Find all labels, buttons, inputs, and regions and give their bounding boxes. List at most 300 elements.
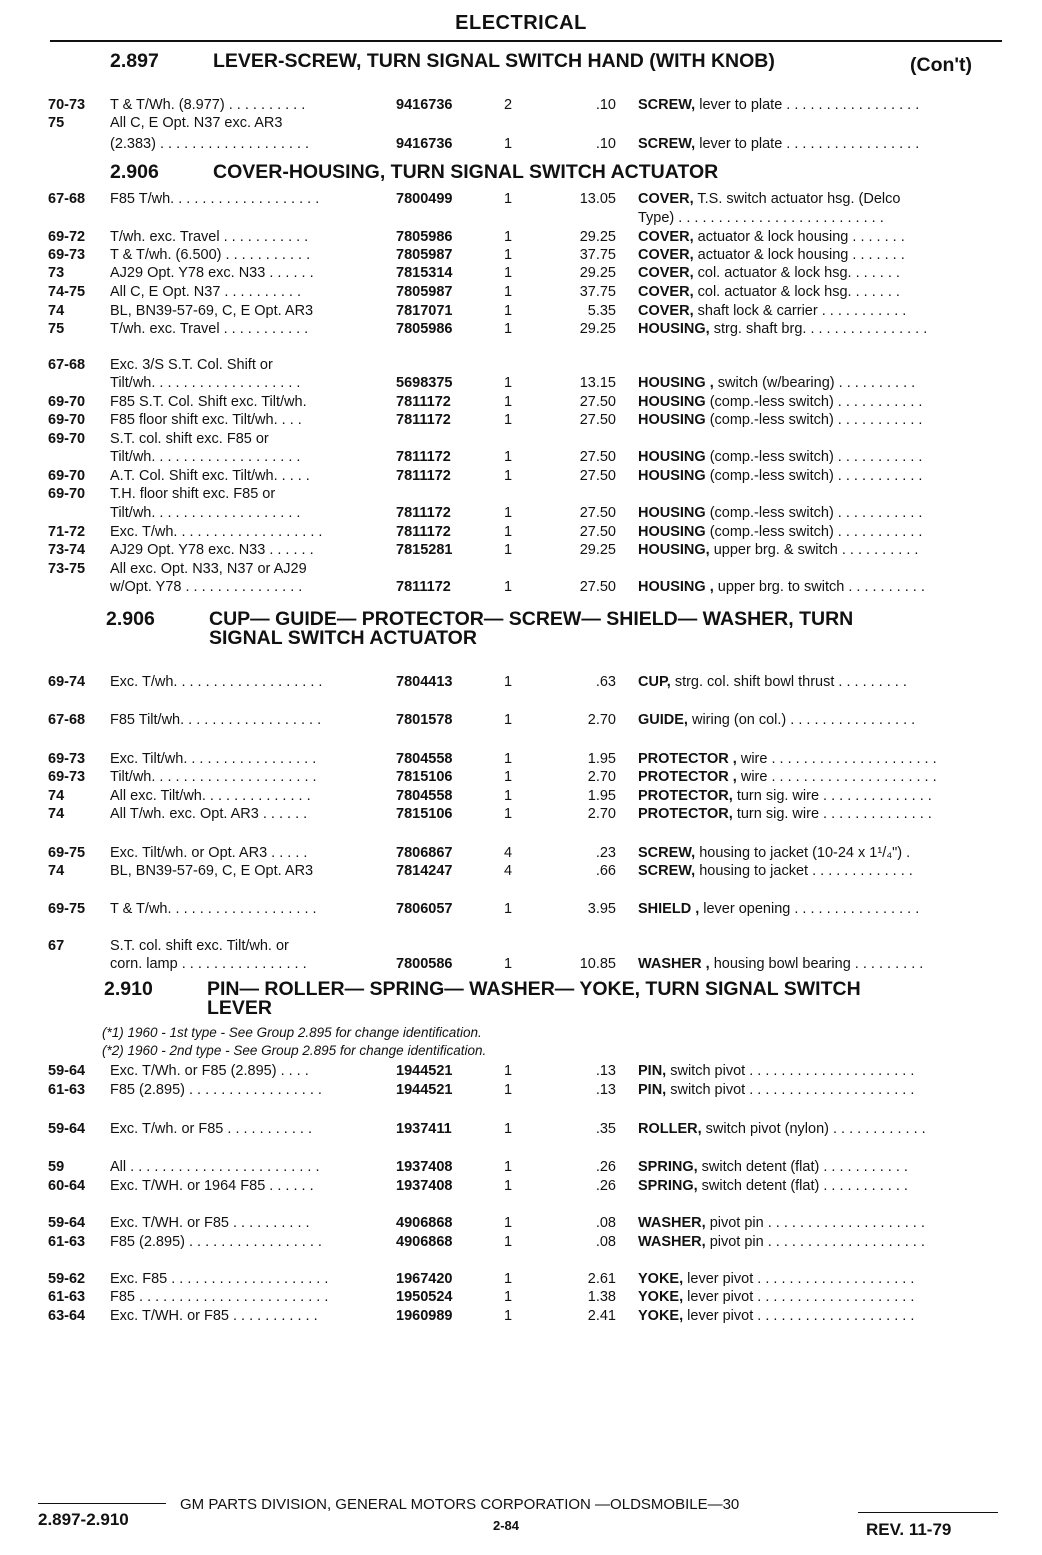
quantity: 1 xyxy=(504,375,513,391)
part-detail: housing to jacket . . . . . . . . . . . . . xyxy=(699,863,913,879)
part-name: GUIDE, xyxy=(638,712,688,728)
part-number: 7815106 xyxy=(396,769,453,785)
quantity: 1 xyxy=(504,1215,513,1231)
quantity: 1 xyxy=(504,788,513,804)
part-description xyxy=(638,190,900,208)
price: 5.35 xyxy=(587,303,616,319)
part-number: 7811172 xyxy=(396,468,451,484)
part-description xyxy=(638,209,884,227)
part-number: 1967420 xyxy=(396,1271,453,1287)
table-row xyxy=(0,320,1042,339)
quantity: 1 xyxy=(504,712,513,728)
application: S.T. col. shift exc. F85 or xyxy=(110,431,269,447)
part-description xyxy=(638,1214,925,1232)
application: All C, E Opt. N37 . . . . . . . . . . xyxy=(110,284,301,300)
part-description xyxy=(638,467,922,485)
part-name: HOUSING xyxy=(638,394,706,410)
part-description xyxy=(638,750,937,768)
quantity: 1 xyxy=(504,284,513,300)
part-detail: lever opening . . . . . . . . . . . . . . . . xyxy=(703,901,920,917)
part-detail: col. actuator & lock hsg. . . . . . . xyxy=(697,284,900,300)
application: T & T/wh. (6.500) . . . . . . . . . . . xyxy=(110,247,311,263)
part-detail: lever to plate . . . . . . . . . . . . . . . . . xyxy=(699,136,920,152)
model-years: 59-64 xyxy=(48,1215,86,1231)
application: F85 (2.895) . . . . . . . . . . . . . . . . . xyxy=(110,1234,322,1250)
table-row xyxy=(0,750,1042,769)
section-number: 2.906 xyxy=(106,608,155,630)
part-detail: wire . . . . . . . . . . . . . . . . . . . . . xyxy=(740,751,937,767)
application: Tilt/wh. . . . . . . . . . . . . . . . . . . xyxy=(110,505,301,521)
application: T/wh. exc. Travel . . . . . . . . . . . xyxy=(110,229,309,245)
part-description xyxy=(638,844,910,862)
table-row xyxy=(0,96,1042,115)
part-description xyxy=(638,302,906,320)
price: .10 xyxy=(595,97,616,113)
part-detail: switch (w/bearing) . . . . . . . . . . xyxy=(717,375,916,391)
price: 27.50 xyxy=(579,449,616,465)
table-row xyxy=(0,504,1042,523)
quantity: 1 xyxy=(504,806,513,822)
table-row xyxy=(0,955,1042,974)
part-name: HOUSING, xyxy=(638,542,710,558)
part-name: SCREW, xyxy=(638,845,696,861)
table-row xyxy=(0,1062,1042,1081)
part-detail: actuator & lock housing . . . . . . . xyxy=(697,247,905,263)
part-description xyxy=(638,862,913,880)
table-row xyxy=(0,844,1042,863)
part-name: COVER, xyxy=(638,303,694,319)
part-detail: (comp.-less switch) . . . . . . . . . . . xyxy=(709,449,923,465)
model-years: 61-63 xyxy=(48,1082,86,1098)
application: w/Opt. Y78 . . . . . . . . . . . . . . . xyxy=(110,579,303,595)
table-row xyxy=(0,430,1042,449)
application: Exc. T/WH. or 1964 F85 . . . . . . xyxy=(110,1178,314,1194)
price: 10.85 xyxy=(579,956,616,972)
part-name: PIN, xyxy=(638,1063,667,1079)
table-row xyxy=(0,1214,1042,1233)
table-row xyxy=(0,937,1042,956)
price: .23 xyxy=(595,845,616,861)
part-detail: switch pivot . . . . . . . . . . . . . . . . . . . . . xyxy=(670,1082,915,1098)
part-number: 7811172 xyxy=(396,579,451,595)
model-years: 69-70 xyxy=(48,468,86,484)
price: 13.15 xyxy=(579,375,616,391)
part-detail: switch detent (flat) . . . . . . . . . . . xyxy=(701,1159,908,1175)
part-detail: housing bowl bearing . . . . . . . . . xyxy=(713,956,924,972)
price: 1.38 xyxy=(587,1289,616,1305)
table-row xyxy=(0,411,1042,430)
part-name: COVER, xyxy=(638,191,694,207)
part-name: PROTECTOR, xyxy=(638,806,733,822)
application: F85 T/wh. . . . . . . . . . . . . . . . . . . xyxy=(110,191,320,207)
price: 1.95 xyxy=(587,788,616,804)
application: All C, E Opt. N37 exc. AR3 xyxy=(110,115,283,131)
part-name: COVER, xyxy=(638,284,694,300)
model-years: 59-64 xyxy=(48,1121,86,1137)
model-years: 59-64 xyxy=(48,1063,86,1079)
part-detail: lever pivot . . . . . . . . . . . . . . . . . . . . xyxy=(687,1289,915,1305)
quantity: 1 xyxy=(504,1289,513,1305)
table-row xyxy=(0,862,1042,881)
application: F85 Tilt/wh. . . . . . . . . . . . . . . . . . xyxy=(110,712,322,728)
footer-group-range: 2.897-2.910 xyxy=(38,1510,129,1529)
part-name: HOUSING , xyxy=(638,579,714,595)
model-years: 69-72 xyxy=(48,229,86,245)
part-name: HOUSING xyxy=(638,524,706,540)
model-years: 67-68 xyxy=(48,712,86,728)
application: Exc. T/Wh. or F85 (2.895) . . . . xyxy=(110,1063,309,1079)
application: AJ29 Opt. Y78 exc. N33 . . . . . . xyxy=(110,265,314,281)
part-description xyxy=(638,1233,925,1251)
part-detail: lever pivot . . . . . . . . . . . . . . . . . . . . xyxy=(687,1271,915,1287)
price: .08 xyxy=(595,1234,616,1250)
application: F85 S.T. Col. Shift exc. Tilt/wh. xyxy=(110,394,307,410)
table-row xyxy=(0,114,1042,133)
part-detail: Type) . . . . . . . . . . . . . . . . . . . . . . . . . . xyxy=(638,210,884,226)
part-description xyxy=(638,135,919,153)
model-years: 69-70 xyxy=(48,394,86,410)
price: 37.75 xyxy=(579,284,616,300)
section-title: PIN— ROLLER— SPRING— WASHER— YOKE, TURN SIGNAL SWITCH xyxy=(207,978,861,1000)
table-row xyxy=(0,448,1042,467)
part-number: 7804413 xyxy=(396,674,453,690)
table-row xyxy=(0,1288,1042,1307)
quantity: 2 xyxy=(504,97,513,113)
quantity: 1 xyxy=(504,769,513,785)
part-number: 7805987 xyxy=(396,247,453,263)
section-title: LEVER-SCREW, TURN SIGNAL SWITCH HAND (WITH KNOB) xyxy=(213,50,775,72)
part-name: HOUSING xyxy=(638,468,706,484)
part-number: 1944521 xyxy=(396,1082,453,1098)
quantity: 1 xyxy=(504,321,513,337)
application: corn. lamp . . . . . . . . . . . . . . . . xyxy=(110,956,307,972)
table-row xyxy=(0,209,1042,228)
application: BL, BN39-57-69, C, E Opt. AR3 xyxy=(110,303,314,319)
price: .26 xyxy=(595,1159,616,1175)
section-heading xyxy=(110,52,1010,82)
price: .13 xyxy=(595,1082,616,1098)
part-detail: strg. col. shift bowl thrust . . . . . . . . . xyxy=(674,674,907,690)
part-detail: strg. shaft brg. . . . . . . . . . . . . . . . xyxy=(713,321,928,337)
part-name: ROLLER, xyxy=(638,1121,702,1137)
part-description xyxy=(638,283,900,301)
quantity: 1 xyxy=(504,1159,513,1175)
part-number: 4906868 xyxy=(396,1215,453,1231)
application: F85 floor shift exc. Tilt/wh. . . . xyxy=(110,412,302,428)
table-row xyxy=(0,673,1042,692)
model-years: 69-70 xyxy=(48,431,86,447)
part-name: PIN, xyxy=(638,1082,667,1098)
part-number: 5698375 xyxy=(396,375,453,391)
section-number: 2.906 xyxy=(110,161,159,183)
application: BL, BN39-57-69, C, E Opt. AR3 xyxy=(110,863,314,879)
part-description xyxy=(638,900,919,918)
part-detail: lever to plate . . . . . . . . . . . . . . . . . xyxy=(699,97,920,113)
model-years: 67-68 xyxy=(48,191,86,207)
application: Exc. T/WH. or F85 . . . . . . . . . . xyxy=(110,1215,310,1231)
part-name: COVER, xyxy=(638,265,694,281)
part-detail: switch pivot (nylon) . . . . . . . . . . . . xyxy=(705,1121,926,1137)
quantity: 1 xyxy=(504,524,513,540)
part-name: HOUSING, xyxy=(638,321,710,337)
application: T & T/wh. . . . . . . . . . . . . . . . . . . xyxy=(110,901,317,917)
part-detail: turn sig. wire . . . . . . . . . . . . . . xyxy=(736,788,932,804)
model-years: 69-73 xyxy=(48,769,86,785)
part-detail: actuator & lock housing . . . . . . . xyxy=(697,229,905,245)
part-name: SCREW, xyxy=(638,136,696,152)
part-number: 7815314 xyxy=(396,265,453,281)
part-description xyxy=(638,374,915,392)
application: Tilt/wh. . . . . . . . . . . . . . . . . . . xyxy=(110,375,301,391)
part-number: 9416736 xyxy=(396,97,453,113)
section-continued: (Con't) xyxy=(910,54,973,76)
part-description xyxy=(638,320,927,338)
price: 2.70 xyxy=(587,712,616,728)
part-number: 4906868 xyxy=(396,1234,453,1250)
part-description xyxy=(638,96,919,114)
price: 29.25 xyxy=(579,321,616,337)
part-number: 1937408 xyxy=(396,1159,453,1175)
price: .26 xyxy=(595,1178,616,1194)
quantity: 1 xyxy=(504,505,513,521)
table-row xyxy=(0,228,1042,247)
part-detail: T.S. switch actuator hsg. (Delco xyxy=(697,191,901,207)
section-heading xyxy=(110,163,1010,185)
price: 27.50 xyxy=(579,524,616,540)
application: Exc. 3/S S.T. Col. Shift or xyxy=(110,357,273,373)
table-row xyxy=(0,190,1042,209)
table-row xyxy=(0,393,1042,412)
part-description xyxy=(638,411,922,429)
part-description xyxy=(638,523,922,541)
price: .63 xyxy=(595,674,616,690)
section-title-line2: LEVER xyxy=(207,997,273,1019)
application: All exc. Opt. N33, N37 or AJ29 xyxy=(110,561,307,577)
application: F85 (2.895) . . . . . . . . . . . . . . . . . xyxy=(110,1082,322,1098)
quantity: 1 xyxy=(504,1234,513,1250)
table-row xyxy=(0,1307,1042,1326)
section-heading xyxy=(104,980,1004,1020)
table-row xyxy=(0,1233,1042,1252)
part-name: WASHER , xyxy=(638,956,710,972)
model-years: 74 xyxy=(48,806,65,822)
application: Tilt/wh. . . . . . . . . . . . . . . . . . . . . xyxy=(110,769,317,785)
part-number: 7804558 xyxy=(396,788,453,804)
model-years: 69-73 xyxy=(48,247,86,263)
price: 37.75 xyxy=(579,247,616,263)
table-row xyxy=(0,302,1042,321)
table-row xyxy=(0,768,1042,787)
quantity: 1 xyxy=(504,674,513,690)
part-description xyxy=(638,955,923,973)
model-years: 74 xyxy=(48,863,65,879)
table-row xyxy=(0,787,1042,806)
model-years: 69-75 xyxy=(48,901,86,917)
table-row xyxy=(0,523,1042,542)
quantity: 1 xyxy=(504,1308,513,1324)
part-name: SPRING, xyxy=(638,1178,698,1194)
part-description xyxy=(638,787,932,805)
part-detail: housing to jacket (10-24 x 1¹/₄") . xyxy=(699,845,911,861)
part-number: 7815106 xyxy=(396,806,453,822)
part-name: YOKE, xyxy=(638,1289,684,1305)
footer-publisher: GM PARTS DIVISION, GENERAL MOTORS CORPORATION —OLDSMOBILE—30 xyxy=(180,1496,740,1513)
application: (2.383) . . . . . . . . . . . . . . . . . . . xyxy=(110,136,310,152)
application: F85 . . . . . . . . . . . . . . . . . . . . . . . . xyxy=(110,1289,329,1305)
part-number: 7804558 xyxy=(396,751,453,767)
part-detail: lever pivot . . . . . . . . . . . . . . . . . . . . xyxy=(687,1308,915,1324)
quantity: 1 xyxy=(504,303,513,319)
part-name: COVER, xyxy=(638,229,694,245)
price: 27.50 xyxy=(579,505,616,521)
price: 27.50 xyxy=(579,412,616,428)
model-years: 74-75 xyxy=(48,284,86,300)
quantity: 1 xyxy=(504,191,513,207)
footnote: (*1) 1960 - 1st type - See Group 2.895 for change identification. xyxy=(102,1025,482,1040)
part-number: 7801578 xyxy=(396,712,453,728)
part-description xyxy=(638,246,905,264)
model-years: 73 xyxy=(48,265,65,281)
table-row xyxy=(0,900,1042,919)
part-number: 1960989 xyxy=(396,1308,453,1324)
part-description xyxy=(638,541,918,559)
part-detail: (comp.-less switch) . . . . . . . . . . . xyxy=(709,468,923,484)
quantity: 1 xyxy=(504,265,513,281)
part-description xyxy=(638,1120,926,1138)
part-number: 7806057 xyxy=(396,901,453,917)
table-row xyxy=(0,467,1042,486)
model-years: 71-72 xyxy=(48,524,86,540)
price: 29.25 xyxy=(579,542,616,558)
part-name: PROTECTOR , xyxy=(638,769,737,785)
model-years: 69-73 xyxy=(48,751,86,767)
quantity: 1 xyxy=(504,1063,513,1079)
model-years: 67-68 xyxy=(48,357,86,373)
part-detail: switch pivot . . . . . . . . . . . . . . . . . . . . . xyxy=(670,1063,915,1079)
application: T & T/Wh. (8.977) . . . . . . . . . . xyxy=(110,97,306,113)
part-description xyxy=(638,504,922,522)
application: S.T. col. shift exc. Tilt/wh. or xyxy=(110,938,289,954)
footer-revision: REV. 11-79 xyxy=(866,1520,952,1539)
table-row xyxy=(0,135,1042,154)
part-number: 7814247 xyxy=(396,863,453,879)
part-description xyxy=(638,228,905,246)
part-name: YOKE, xyxy=(638,1308,684,1324)
price: 29.25 xyxy=(579,229,616,245)
table-row xyxy=(0,578,1042,597)
part-name: SHIELD , xyxy=(638,901,700,917)
part-name: PROTECTOR, xyxy=(638,788,733,804)
model-years: 75 xyxy=(48,115,65,131)
table-row xyxy=(0,374,1042,393)
table-row xyxy=(0,711,1042,730)
section-title: COVER-HOUSING, TURN SIGNAL SWITCH ACTUATOR xyxy=(213,161,719,183)
table-row xyxy=(0,1081,1042,1100)
quantity: 1 xyxy=(504,1121,513,1137)
quantity: 1 xyxy=(504,468,513,484)
part-number: 7817071 xyxy=(396,303,453,319)
part-number: 1944521 xyxy=(396,1063,453,1079)
quantity: 1 xyxy=(504,1271,513,1287)
quantity: 1 xyxy=(504,449,513,465)
application: Exc. T/wh. . . . . . . . . . . . . . . . . . . xyxy=(110,524,323,540)
application: A.T. Col. Shift exc. Tilt/wh. . . . . xyxy=(110,468,310,484)
model-years: 70-73 xyxy=(48,97,86,113)
table-row xyxy=(0,485,1042,504)
footer-rule-left xyxy=(38,1503,166,1504)
table-row xyxy=(0,1158,1042,1177)
quantity: 1 xyxy=(504,956,513,972)
part-description xyxy=(638,1158,908,1176)
part-name: COVER, xyxy=(638,247,694,263)
table-row xyxy=(0,246,1042,265)
section-number: 2.910 xyxy=(104,978,153,1000)
application: Exc. T/wh. . . . . . . . . . . . . . . . . . . xyxy=(110,674,323,690)
model-years: 74 xyxy=(48,303,65,319)
application: Exc. Tilt/wh. . . . . . . . . . . . . . . . . xyxy=(110,751,317,767)
part-number: 7811172 xyxy=(396,505,451,521)
application: Exc. T/WH. or F85 . . . . . . . . . . . xyxy=(110,1308,318,1324)
part-number: 1937411 xyxy=(396,1121,452,1137)
price: .66 xyxy=(595,863,616,879)
application: Exc. F85 . . . . . . . . . . . . . . . . . . . . xyxy=(110,1271,329,1287)
table-row xyxy=(0,560,1042,579)
quantity: 1 xyxy=(504,412,513,428)
table-row xyxy=(0,1120,1042,1139)
part-description xyxy=(638,768,937,786)
application: Tilt/wh. . . . . . . . . . . . . . . . . . . xyxy=(110,449,301,465)
part-name: PROTECTOR , xyxy=(638,751,737,767)
model-years: 74 xyxy=(48,788,65,804)
table-row xyxy=(0,805,1042,824)
section-title: CUP— GUIDE— PROTECTOR— SCREW— SHIELD— WASHER, TURN xyxy=(209,608,854,630)
price: .35 xyxy=(595,1121,616,1137)
part-name: SPRING, xyxy=(638,1159,698,1175)
part-description xyxy=(638,1081,914,1099)
model-years: 67 xyxy=(48,938,65,954)
table-row xyxy=(0,283,1042,302)
application: Exc. Tilt/wh. or Opt. AR3 . . . . . xyxy=(110,845,308,861)
quantity: 4 xyxy=(504,845,513,861)
application: All . . . . . . . . . . . . . . . . . . . . . . . . xyxy=(110,1159,320,1175)
part-detail: pivot pin . . . . . . . . . . . . . . . . . . . . xyxy=(709,1234,925,1250)
part-detail: col. actuator & lock hsg. . . . . . . xyxy=(697,265,900,281)
header-rule xyxy=(50,40,1002,42)
quantity: 1 xyxy=(504,901,513,917)
part-detail: pivot pin . . . . . . . . . . . . . . . . . . . . xyxy=(709,1215,925,1231)
application: All exc. Tilt/wh. . . . . . . . . . . . . . xyxy=(110,788,311,804)
part-description xyxy=(638,393,922,411)
price: 27.50 xyxy=(579,579,616,595)
quantity: 1 xyxy=(504,229,513,245)
part-name: SCREW, xyxy=(638,863,696,879)
part-detail: upper brg. to switch . . . . . . . . . . xyxy=(717,579,925,595)
part-name: YOKE, xyxy=(638,1271,684,1287)
part-number: 1950524 xyxy=(396,1289,453,1305)
price: .08 xyxy=(595,1215,616,1231)
quantity: 1 xyxy=(504,247,513,263)
part-number: 7800586 xyxy=(396,956,453,972)
price: 2.70 xyxy=(587,806,616,822)
part-number: 7811172 xyxy=(396,394,451,410)
part-name: HOUSING xyxy=(638,505,706,521)
part-number: 7811172 xyxy=(396,412,451,428)
part-number: 7811172 xyxy=(396,449,451,465)
part-number: 7805986 xyxy=(396,321,453,337)
part-number: 7815281 xyxy=(396,542,453,558)
part-name: HOUSING , xyxy=(638,375,714,391)
section-heading xyxy=(106,610,1006,650)
